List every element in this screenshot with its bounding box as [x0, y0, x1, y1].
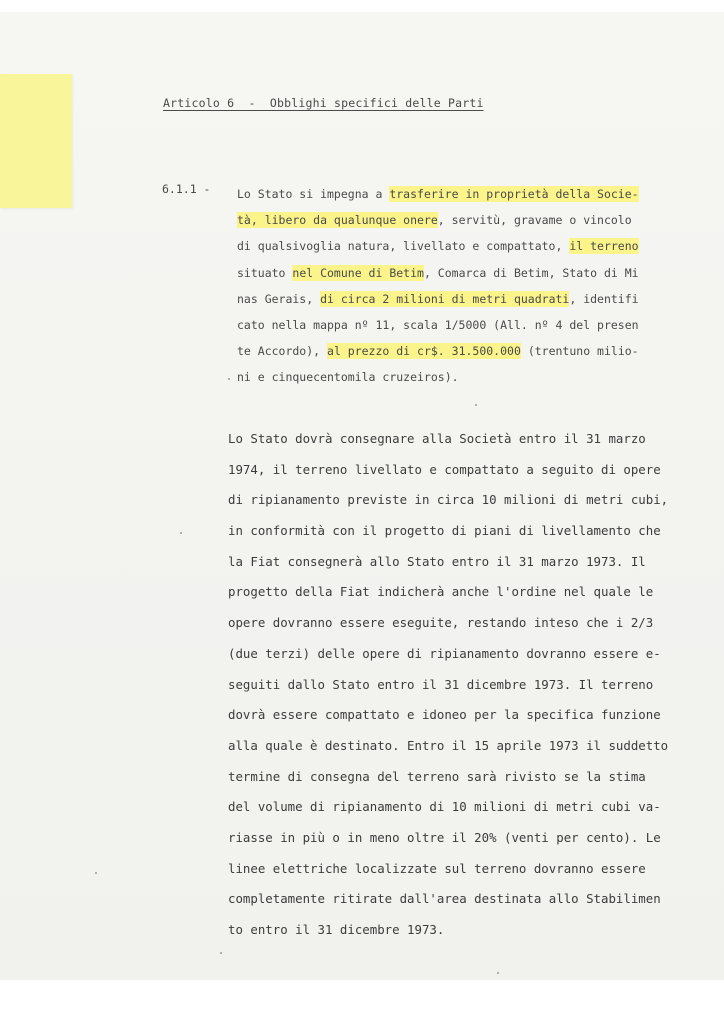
paragraph-line — [237, 233, 697, 259]
paper-speck — [220, 952, 222, 954]
paper-speck — [228, 378, 230, 380]
paragraph-line: linee elettriche localizzate sul terreno dovranno essere — [228, 860, 646, 876]
section-number: 6.1.1 - — [162, 182, 211, 196]
paragraph-line: opere dovranno essere eseguite, restando inteso che i 2/3 — [228, 615, 654, 631]
paragraph-line — [237, 364, 697, 390]
paragraph-line: termine di consegna del terreno sarà rivisto se la stima — [228, 768, 646, 784]
paragraph-line: di ripianamento previste in circa 10 milioni di metri cubi, — [228, 492, 669, 508]
paragraph-line — [237, 260, 697, 286]
paragraph-line: la Fiat consegnerà allo Stato entro il 31 marzo 1973. Il — [228, 553, 646, 569]
paragraph-line: progetto della Fiat indicherà anche l'ordine nel quale le — [228, 584, 654, 600]
paper-speck — [95, 872, 97, 874]
text-run: di qualsivoglia natura, livellato e compattato, — [237, 239, 570, 254]
text-run: , Comarca di Betim, Stato di Mi — [423, 265, 639, 280]
paragraph-line — [237, 312, 697, 338]
paragraph-line — [237, 286, 697, 312]
text-run: , identifi — [569, 291, 639, 306]
paragraph-line — [237, 181, 697, 207]
text-run: cato nella mappa nº 11, scala 1/5000 (All. nº 4 del presen — [237, 317, 639, 332]
highlighted-text: il terreno — [569, 239, 639, 254]
paragraph-line: to entro il 31 dicembre 1973. — [228, 922, 445, 937]
paragraph-line: riasse in più o in meno oltre il 20% (venti per cento). Le — [228, 829, 661, 845]
text-run: (trentuno milio- — [520, 344, 639, 359]
paragraph-line: in conformità con il progetto di piani di livellamento che — [228, 523, 661, 539]
text-run: ni e cinquecentomila cruzeiros). — [237, 370, 459, 385]
paragraph-line: 1974, il terreno livellato e compattato a seguito di opere — [228, 461, 661, 477]
text-run: situato — [237, 265, 293, 280]
highlighted-text: tà, libero da qualunque onere — [237, 213, 438, 228]
article-heading: Articolo 6 - Obblighi specifici delle Parti — [163, 96, 484, 110]
text-run: , servitù, gravame o vincolo — [437, 213, 632, 228]
highlighted-text: al prezzo di cr$. 31.500.000 — [327, 344, 521, 359]
paper-speck — [497, 972, 499, 974]
highlighted-text: nel Comune di Betim — [292, 265, 424, 280]
paragraph-line: del volume di ripianamento di 10 milioni di metri cubi va- — [228, 799, 661, 815]
paragraph-6-1-1 — [237, 181, 697, 391]
paragraph-line: (due terzi) delle opere di ripianamento dovranno essere e- — [228, 645, 661, 661]
paragraph-line: alla quale è destinato. Entro il 15 aprile 1973 il suddetto — [228, 737, 669, 753]
paragraph-delivery-terms — [228, 424, 708, 946]
highlighted-text: di circa 2 milioni di metri quadrati — [320, 291, 570, 306]
paragraph-line: seguiti dallo Stato entro il 31 dicembre 1973. Il terreno — [228, 676, 654, 692]
paragraph-line: Lo Stato dovrà consegnare alla Società entro il 31 marzo — [228, 431, 646, 446]
paragraph-line — [237, 338, 697, 364]
paragraph-line: dovrà essere compattato e idoneo per la specifica funzione — [228, 707, 661, 723]
paragraph-line: completamente ritirate dall'area destinata allo Stabilimen — [228, 891, 661, 907]
paper-speck — [180, 532, 182, 534]
highlighted-text: trasferire in proprietà della Socie- — [389, 187, 639, 201]
text-run: te Accordo), — [237, 344, 328, 359]
sticky-note — [0, 74, 72, 208]
paper-speck — [475, 404, 477, 406]
text-run: Lo Stato si impegna a — [237, 187, 390, 201]
paragraph-line — [237, 207, 697, 233]
text-run: nas Gerais, — [237, 291, 321, 306]
